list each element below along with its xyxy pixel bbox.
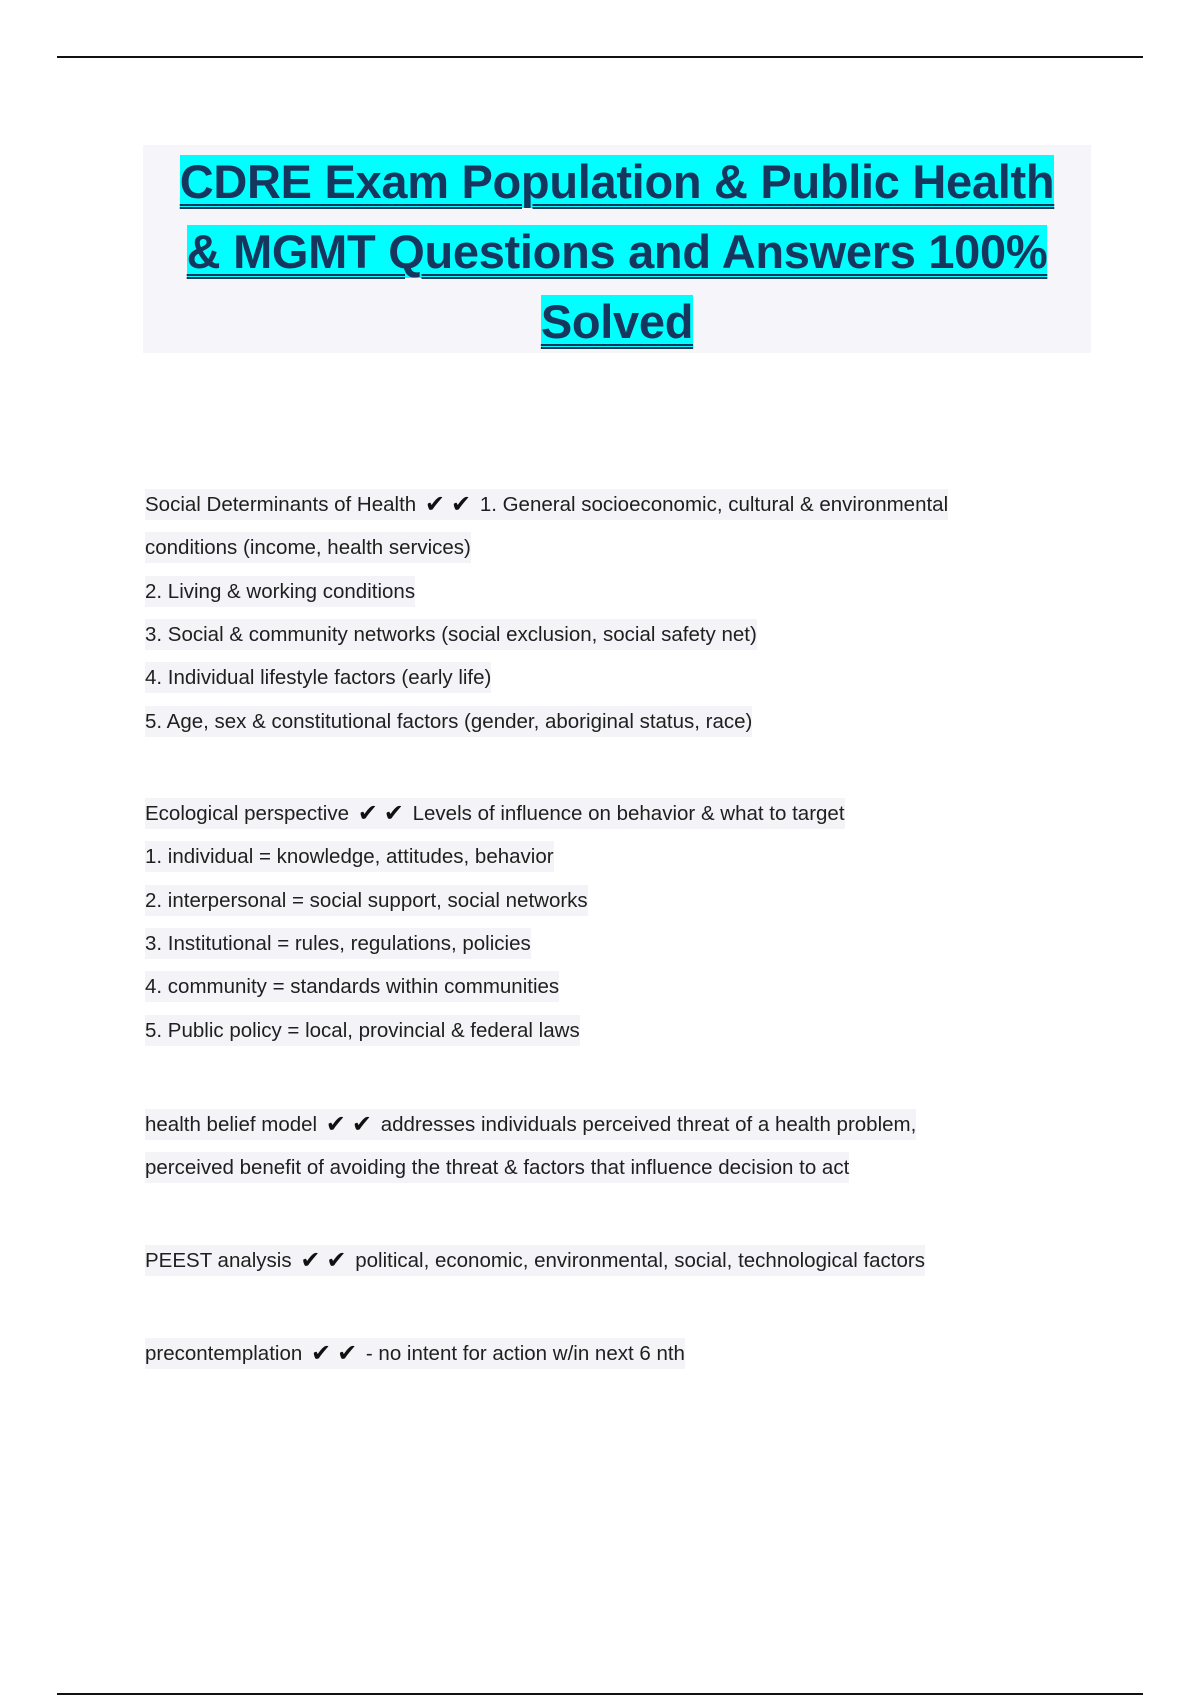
answer-line [145,526,1095,570]
list-item: 3. Institutional = rules, regulations, policies [145,922,1095,965]
qa-entry-hbm [145,1102,1095,1146]
term-precontemplation: precontemplation [145,1342,303,1365]
bottom-rule [57,1693,1143,1695]
answer-sdoh-cont: conditions (income, health services) [145,532,471,563]
qa-entries [145,482,1095,1375]
list-item: 2. interpersonal = social support, social networks [145,879,1095,922]
qa-entry-ecological [145,791,1095,835]
top-rule [57,56,1143,58]
list-item: 2. Living & working conditions [145,570,1095,613]
qa-entry-sdoh [145,482,1095,526]
answer-precontemplation: - no intent for action w/in next 6 nth [365,1342,685,1365]
term-sdoh: Social Determinants of Health [145,493,417,516]
term-ecological: Ecological perspective [145,802,349,825]
check-icon: ✔ [310,1340,332,1367]
list-item: 1. individual = knowledge, attitudes, behavior [145,835,1095,879]
answer-sdoh-start: 1. General socioeconomic, cultural & environmental [479,493,949,516]
document-title-line-2: & MGMT Questions and Answers 100% [186,225,1048,278]
document-title-line-3: Solved [540,295,694,348]
answer-line [145,1146,1095,1190]
check-icon: ✔ [351,1111,373,1138]
check-icon: ✔ [357,800,378,827]
term-hbm: health belief model [145,1113,318,1136]
check-icon: ✔ [424,491,445,518]
term-peest: PEEST analysis [145,1249,292,1272]
list-item: 3. Social & community networks (social exclusion, social safety net) [145,613,1095,656]
answer-hbm-cont: perceived benefit of avoiding the threat & factors that influence decision to act [145,1152,849,1183]
answer-hbm-start: addresses individuals perceived threat of a health problem, [380,1113,917,1136]
qa-entry-peest [145,1238,1095,1282]
check-icon: ✔ [451,491,472,518]
document-title-block [143,145,1091,353]
list-item: 5. Age, sex & constitutional factors (gender, aboriginal status, race) [145,700,1095,744]
answer-ecological-start: Levels of influence on behavior & what to target [412,802,845,825]
check-icon: ✔ [325,1111,346,1138]
qa-entry-precontemplation [145,1331,1095,1375]
check-icon: ✔ [326,1247,347,1274]
list-item: 4. Individual lifestyle factors (early life) [145,656,1095,700]
document-title-line-1: CDRE Exam Population & Public Health [179,155,1055,208]
check-icon: ✔ [300,1247,321,1274]
list-item: 5. Public policy = local, provincial & federal laws [145,1009,1095,1053]
check-icon: ✔ [337,1340,358,1367]
check-icon: ✔ [383,800,404,827]
answer-peest: political, economic, environmental, social, technological factors [355,1249,925,1272]
list-item: 4. community = standards within communities [145,965,1095,1009]
